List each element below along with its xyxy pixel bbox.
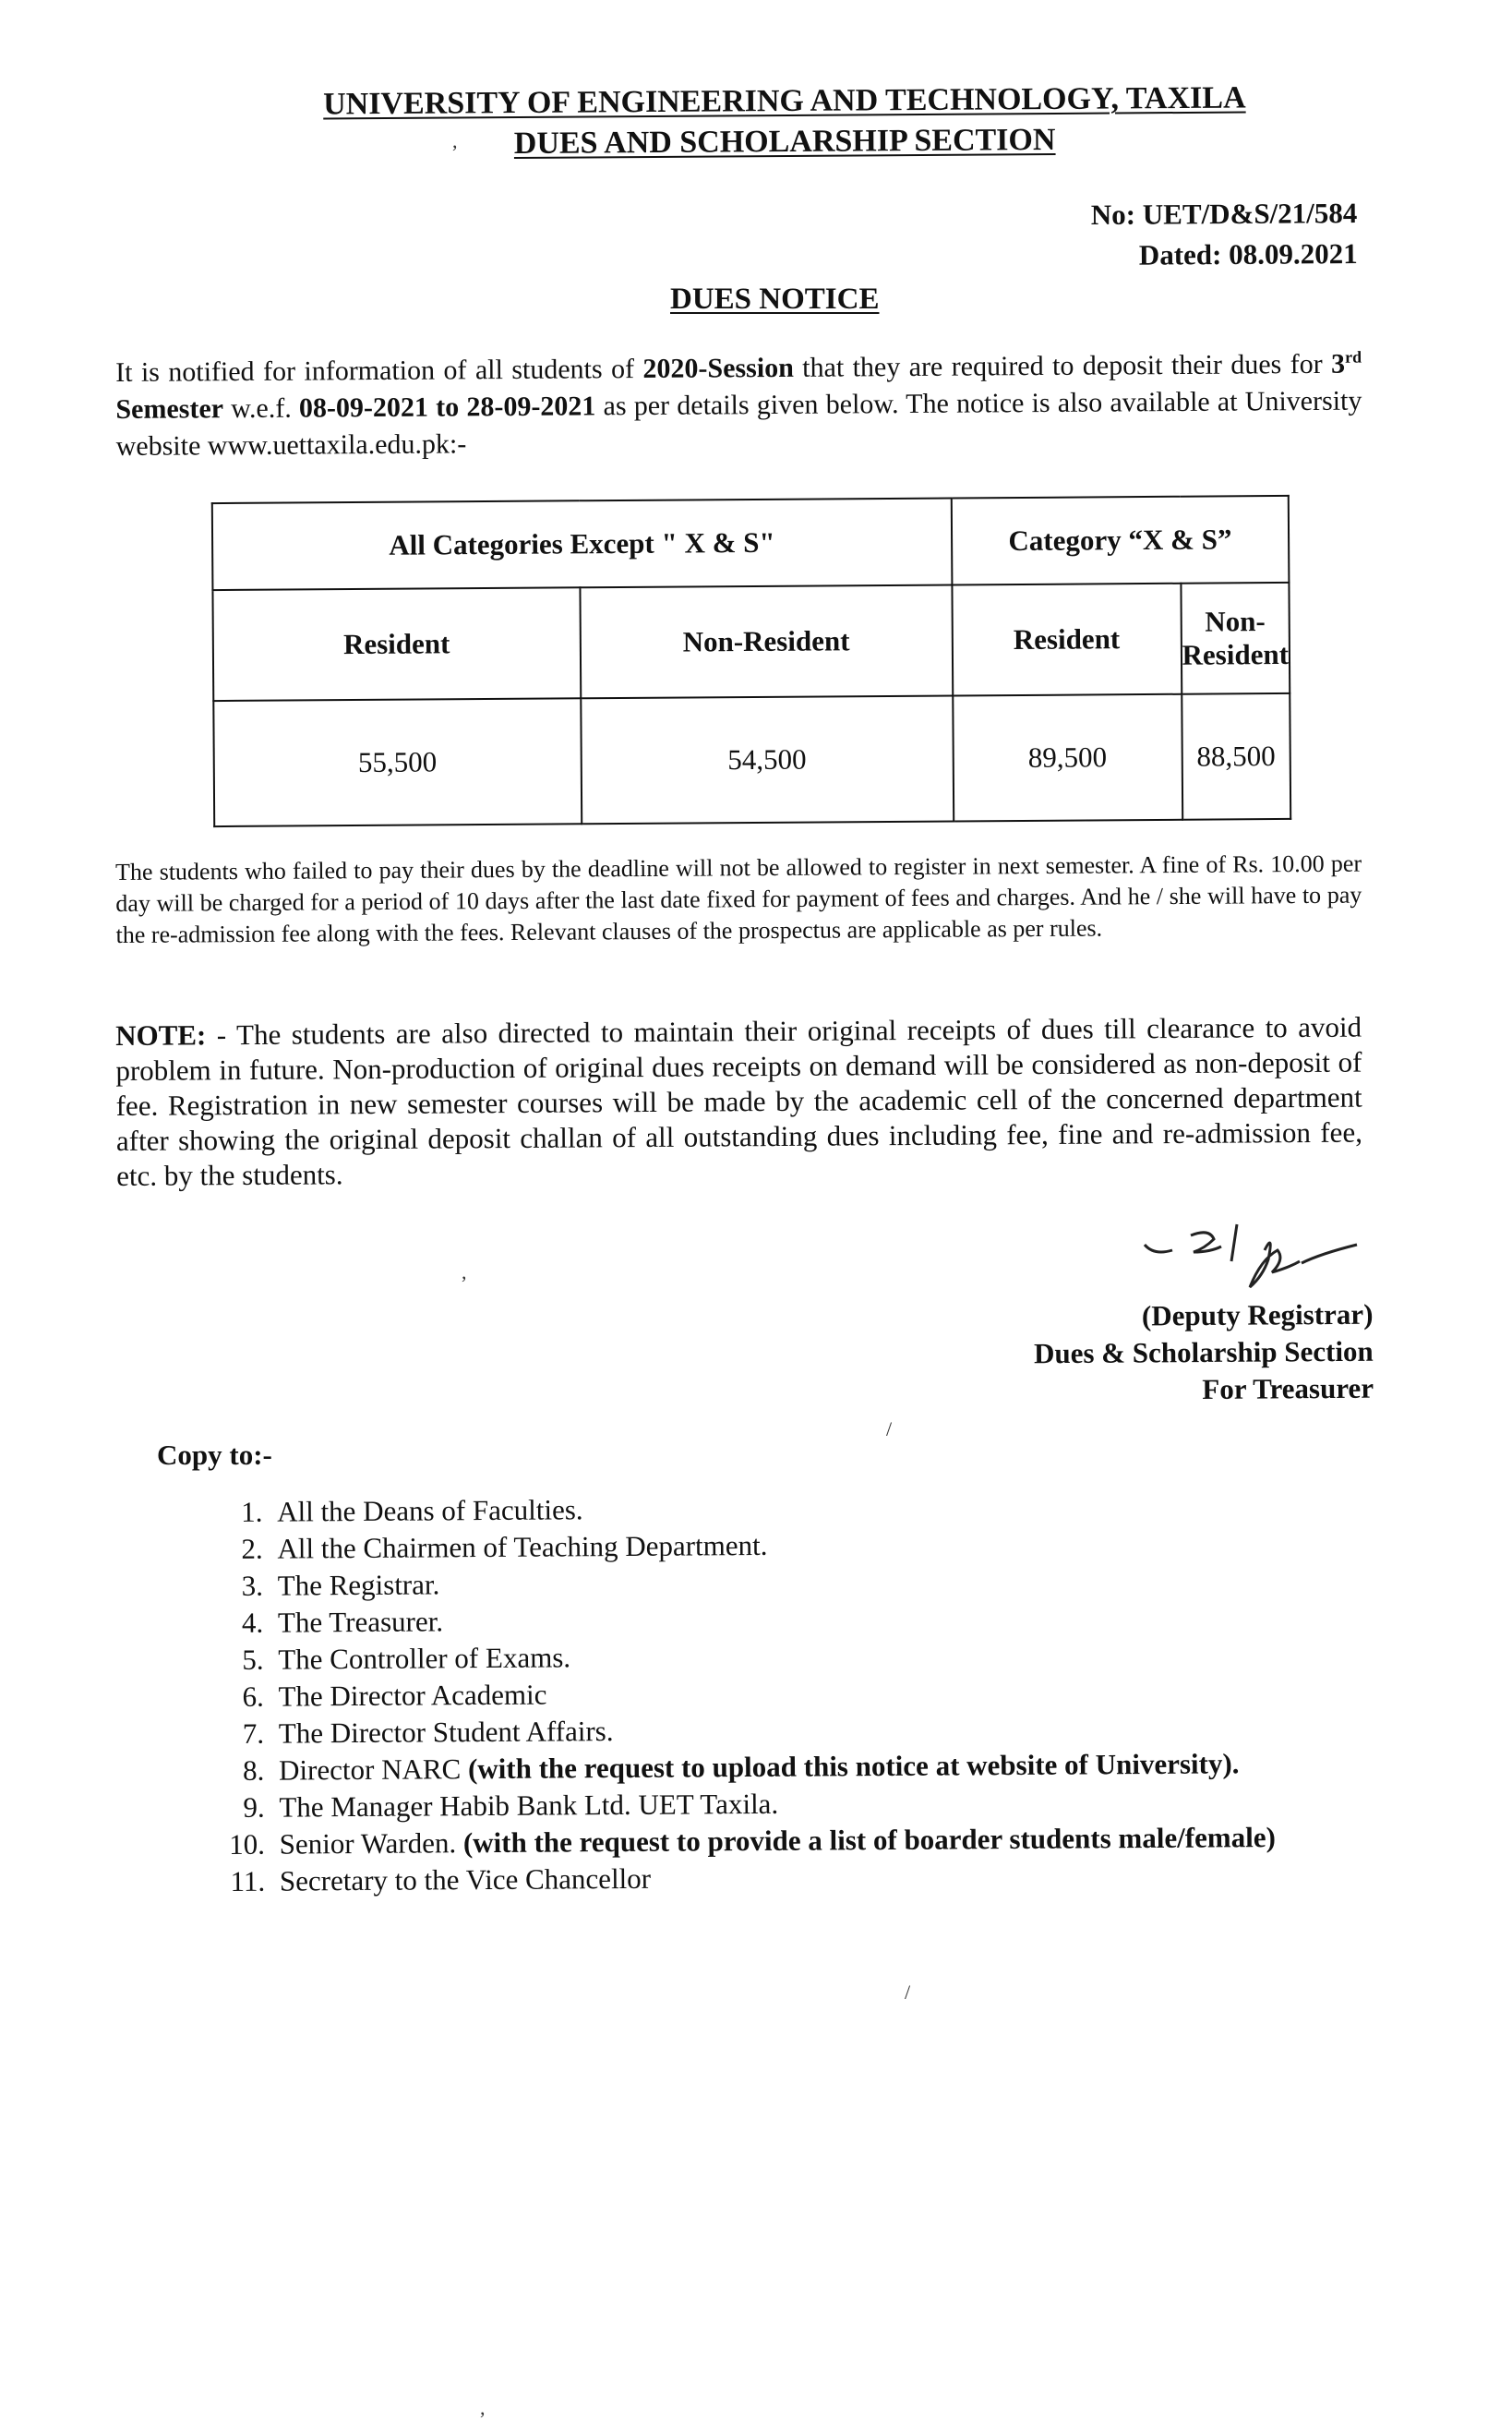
copy-item-text: All the Deans of Faculties. — [277, 1493, 583, 1528]
copy-item-text: The Director Student Affairs. — [278, 1715, 614, 1750]
intro-dates: 08-09-2021 to 28-09-2021 — [298, 391, 596, 424]
intro-text-2: that they are required to deposit their dues for — [793, 348, 1332, 383]
value-resident-2: 89,500 — [953, 694, 1182, 822]
notice-title: DUES NOTICE — [670, 283, 880, 316]
col-nonresident-1: Non-Resident — [580, 584, 953, 698]
intro-text-4: as per details given below. The notice is also available at University website www.uettaxila.edu.pk:- — [115, 385, 1362, 462]
section-name: DUES AND SCHOLARSHIP SECTION — [513, 122, 1056, 162]
copy-item-text: The Manager Habib Bank Ltd. UET Taxila. — [279, 1787, 779, 1824]
signatory-title: (Deputy Registrar) — [1142, 1297, 1374, 1332]
copy-item-text: All the Chairmen of Teaching Department. — [277, 1528, 768, 1565]
copy-item-text: Senior Warden. — [279, 1826, 464, 1861]
group-category-xs: Category “X & S” — [951, 496, 1289, 585]
signatory-for: For Treasurer — [1202, 1371, 1374, 1406]
value-resident-1: 55,500 — [213, 698, 582, 826]
note-paragraph — [115, 1010, 1362, 1194]
intro-text-1: It is notified for information of all students of — [115, 354, 643, 388]
value-nonresident-1: 54,500 — [581, 695, 954, 824]
intro-text-3: w.e.f. — [222, 392, 300, 425]
note-label: NOTE: — [115, 1018, 207, 1052]
copy-item-text: The Director Academic — [278, 1678, 547, 1713]
copy-item-text: Director NARC — [278, 1752, 469, 1787]
copy-item-text: The Registrar. — [277, 1568, 440, 1602]
copy-item-text: The Treasurer. — [277, 1605, 444, 1639]
col-resident-1: Resident — [212, 587, 581, 701]
reference-date: Dated: 08.09.2021 — [1138, 236, 1358, 271]
signatory-section: Dues & Scholarship Section — [1034, 1334, 1374, 1370]
reference-block — [1090, 193, 1357, 276]
semester-word: Semester — [115, 393, 224, 425]
intro-session: 2020-Session — [642, 352, 794, 385]
note-text: - The students are also directed to maintain their original receipts of dues till clearance to avoid problem in future. Non-production of original dues receipts on demand will be considered as non-deposit of fee. Registration in new semester courses will be made by the academic cell of the concerned department after showing the original deposit challan of all outstanding dues including fee, fine and re-admission fee, etc. by the students. — [115, 1010, 1363, 1192]
copy-item-bold: (with the request to provide a list of boarder students male/female) — [462, 1821, 1276, 1860]
university-name: UNIVERSITY OF ENGINEERING AND TECHNOLOGY, TAXILA — [323, 80, 1246, 122]
table-group-row — [212, 496, 1290, 590]
scan-speck: , — [480, 2396, 486, 2419]
scan-speck: , — [462, 1260, 467, 1283]
reference-number: No: UET/D&S/21/584 — [1090, 196, 1357, 232]
copy-item-text: The Controller of Exams. — [278, 1641, 571, 1676]
scan-speck: / — [905, 1981, 911, 2004]
intro-paragraph — [115, 346, 1362, 465]
semester-suffix: rd — [1344, 347, 1362, 367]
scan-speck: , — [452, 129, 458, 152]
table-column-row — [212, 583, 1290, 701]
list-item — [272, 1855, 1472, 1900]
col-resident-2: Resident — [952, 584, 1182, 696]
dues-table — [211, 495, 1291, 827]
table-row — [213, 693, 1290, 826]
deadline-paragraph: The students who failed to pay their dues by the deadline will not be allowed to register in next semester. A fine of Rs. 10.00 per day will be charged for a period of 10 days after the last date fixed for payment of fees and charges. And he / she will have to pay the re-admission fee along with the fees. Relevant clauses of the prospectus are applicable as per rules. — [115, 849, 1362, 948]
col-nonresident-2: Non-Resident — [1181, 583, 1290, 694]
copy-item-text: Secretary to the Vice Chancellor — [279, 1861, 652, 1897]
scan-speck: / — [886, 1417, 893, 1440]
copy-to-label: Copy to:- — [157, 1439, 272, 1471]
value-nonresident-2: 88,500 — [1182, 693, 1290, 820]
group-all-categories: All Categories Except " X & S" — [212, 498, 952, 590]
copy-to-list — [222, 1486, 1472, 1900]
semester-number: 3 — [1331, 348, 1346, 379]
copy-item-bold: (with the request to upload this notice at website of University). — [467, 1747, 1240, 1786]
signature-block — [1034, 1296, 1374, 1410]
